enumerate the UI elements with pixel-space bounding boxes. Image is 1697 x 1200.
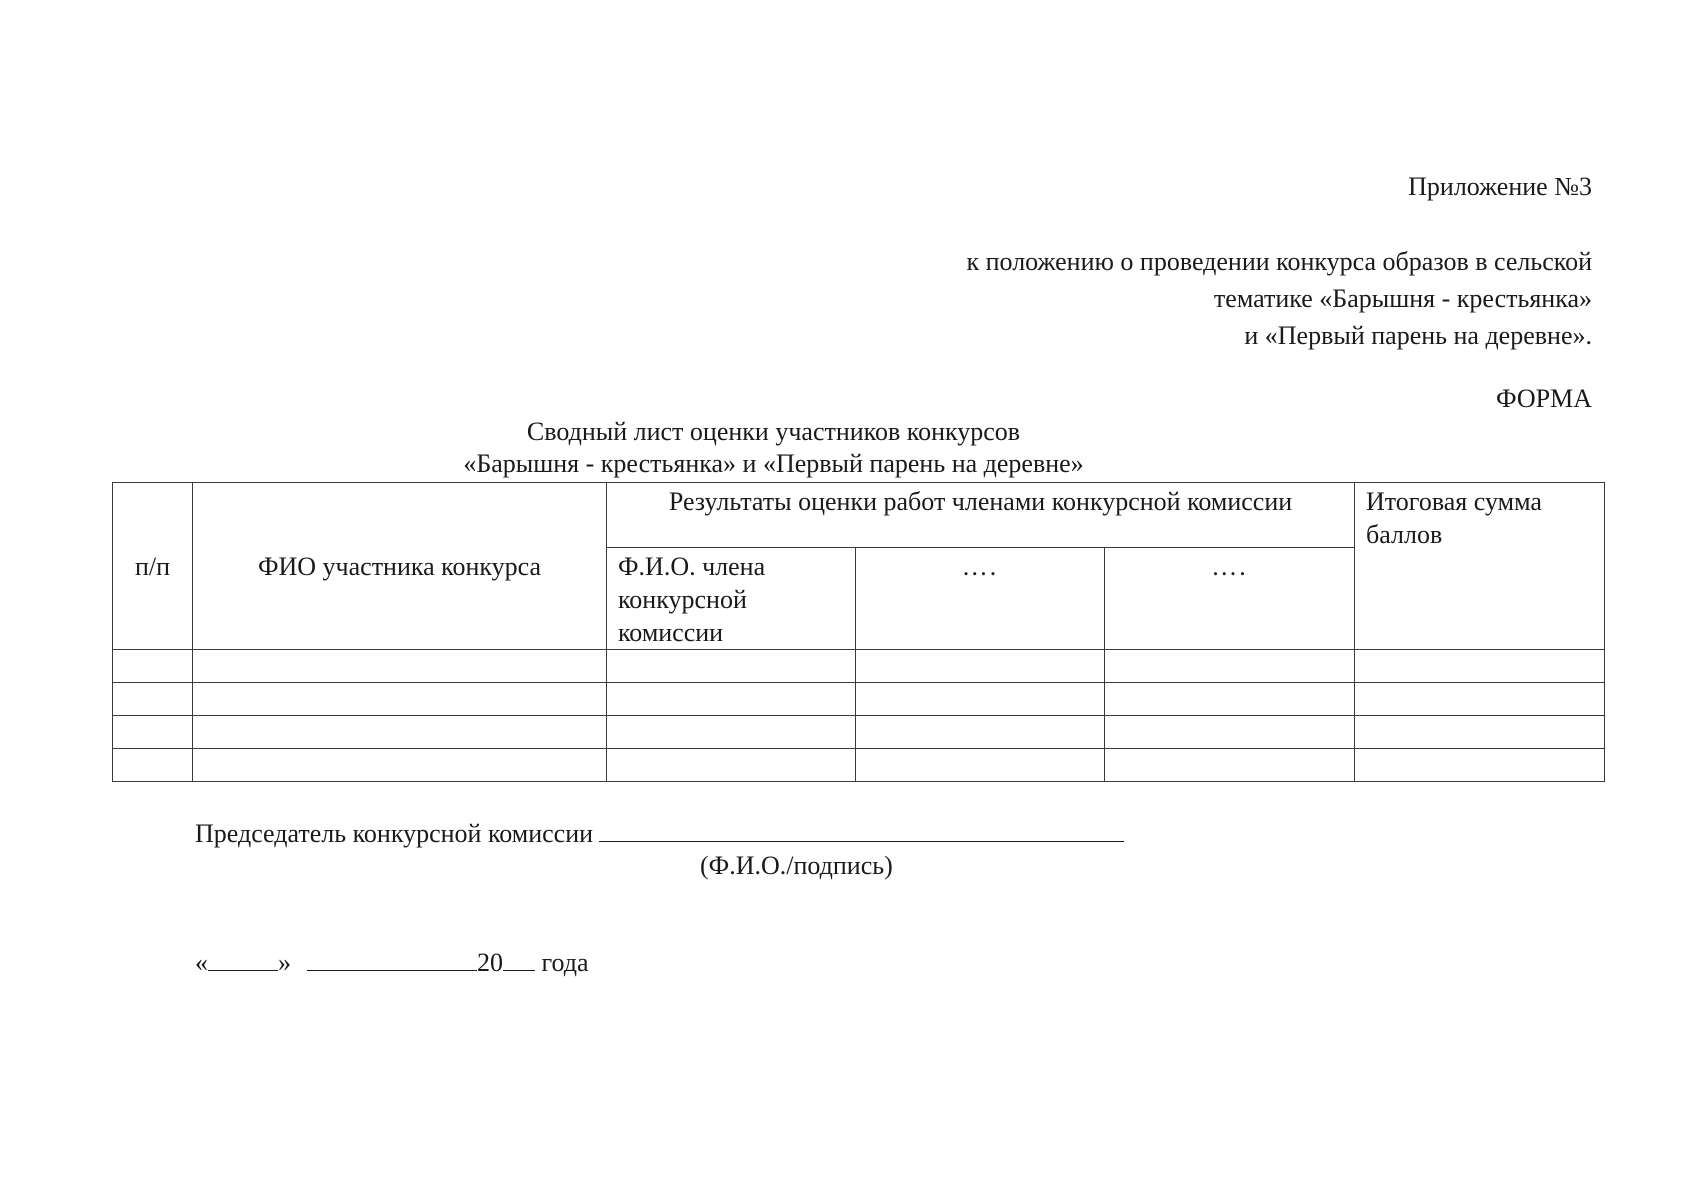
table-cell[interactable] [1355,716,1605,749]
table-cell[interactable] [113,749,193,782]
table-cell[interactable] [113,683,193,716]
date-suffix: года [541,948,589,977]
date-day-blank[interactable] [208,946,278,971]
date-open-quote: « [195,948,208,977]
table-cell[interactable] [113,716,193,749]
regulation-line: и «Первый парень на деревне». [1244,321,1592,350]
table-cell[interactable] [1355,650,1605,683]
chairman-signature-row [195,815,1124,851]
table-cell[interactable] [193,716,607,749]
table-cell[interactable] [1105,683,1355,716]
table-cell[interactable] [193,650,607,683]
table-cell[interactable] [1105,749,1355,782]
table-row [113,749,1605,782]
header-cell-total-score [1355,483,1605,650]
total-score-line: баллов [1366,520,1443,549]
total-score-line: Итоговая сумма [1366,487,1542,516]
table-cell[interactable] [607,716,856,749]
chairman-signature-blank[interactable] [599,815,1124,842]
table-cell[interactable] [1105,716,1355,749]
table-cell[interactable] [856,749,1105,782]
regulation-line: к положению о проведении конкурса образов в сельской [966,247,1592,276]
table-cell[interactable] [1355,749,1605,782]
table-cell[interactable] [607,650,856,683]
regulation-line: тематике «Барышня - крестьянка» [1213,284,1592,313]
date-close-quote: » [278,948,291,977]
member-header-line: Ф.И.О. члена [618,552,766,581]
table-row [113,683,1605,716]
table-cell[interactable] [193,749,607,782]
regulation-reference [966,243,1592,354]
header-cell-member-placeholder: …. [1105,548,1355,650]
table-cell[interactable] [1105,650,1355,683]
table-cell[interactable] [193,683,607,716]
header-cell-number: п/п [113,483,193,650]
form-label: ФОРМА [1496,384,1592,413]
header-cell-commission-results: Результаты оценки работ членами конкурсной комиссии [607,483,1355,548]
chairman-label: Председатель конкурсной комиссии [195,819,594,848]
document-title-line-2: «Барышня - крестьянка» и «Первый парень на деревне» [463,449,1084,478]
table-cell[interactable] [856,683,1105,716]
header-cell-member-placeholder: …. [856,548,1105,650]
member-header-line: комиссии [618,618,724,647]
table-cell[interactable] [856,716,1105,749]
table-cell[interactable] [607,749,856,782]
member-header-line: конкурсной [618,585,747,614]
header-cell-participant-name: ФИО участника конкурса [193,483,607,650]
table-cell[interactable] [607,683,856,716]
score-summary-table [112,482,1605,782]
table-cell[interactable] [856,650,1105,683]
table-row [113,716,1605,749]
date-month-blank[interactable] [307,946,477,971]
table-cell[interactable] [1355,683,1605,716]
table-row [113,650,1605,683]
signature-caption: (Ф.И.О./подпись) [700,851,893,880]
date-year-prefix: 20 [477,948,503,977]
date-year-blank[interactable] [503,946,535,971]
document-title-line-1: Сводный лист оценки участников конкурсов [526,417,1021,446]
table-header-row [113,483,1605,548]
appendix-number: Приложение №3 [1408,172,1592,201]
header-cell-member-name [607,548,856,650]
table-cell[interactable] [113,650,193,683]
date-row [195,946,589,980]
